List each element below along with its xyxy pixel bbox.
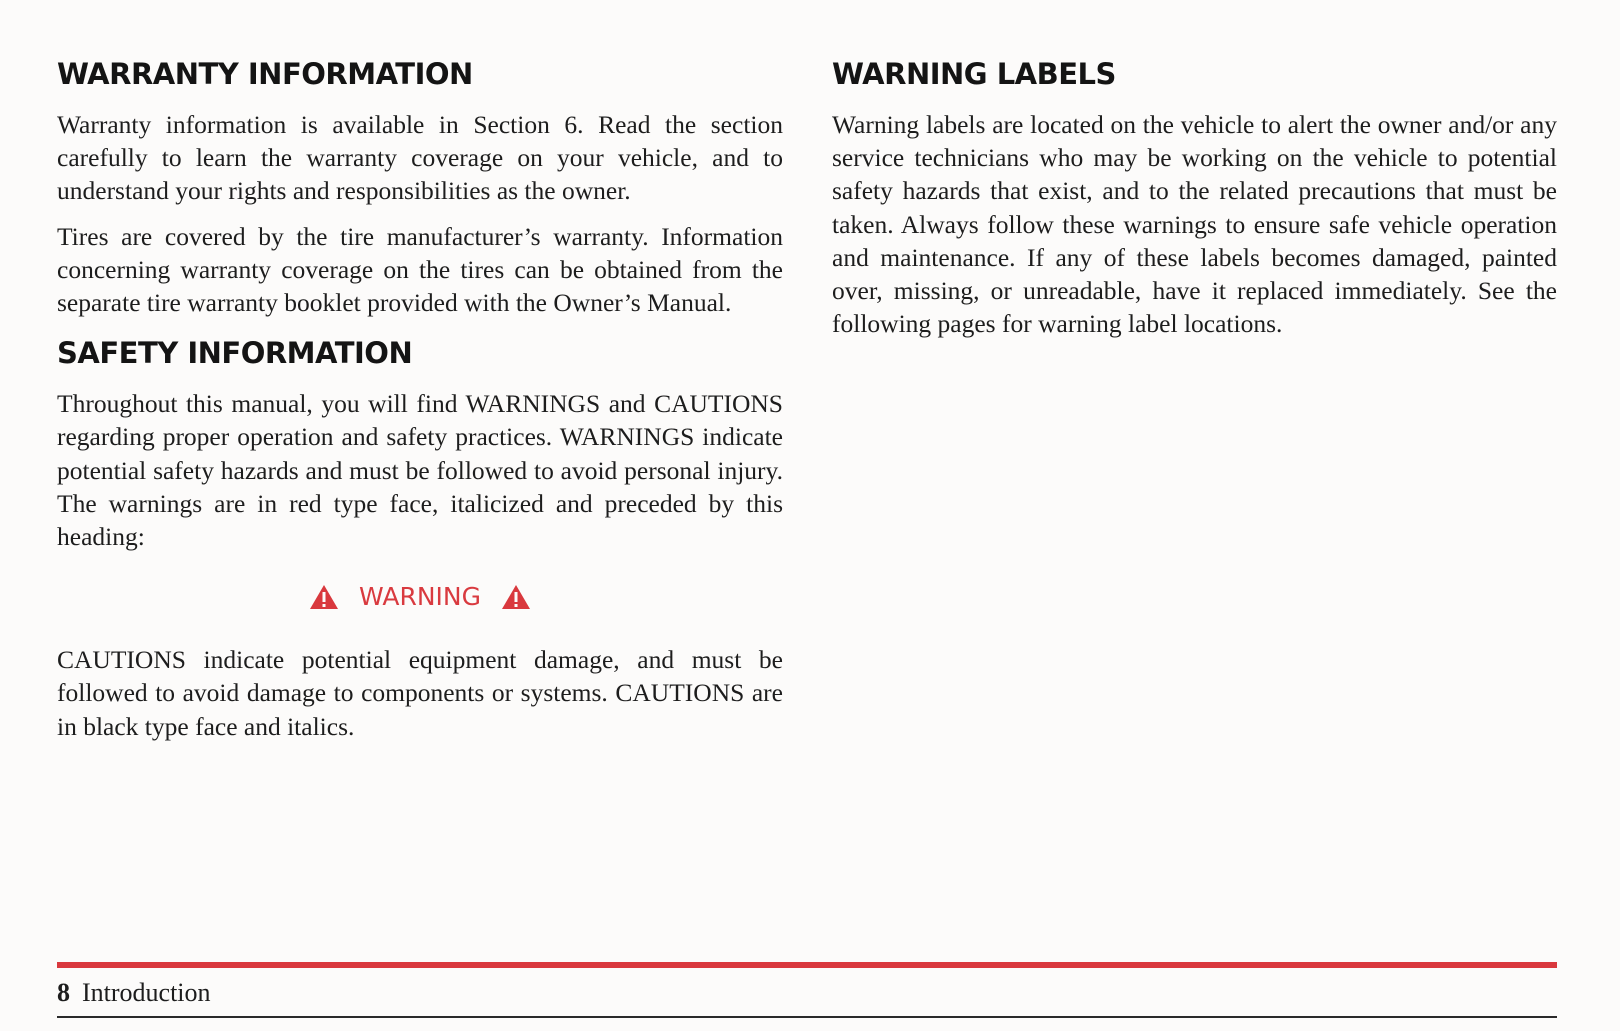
warning-heading-sample: [57, 577, 783, 617]
warning-labels-heading: WARNING LABELS: [832, 57, 1116, 91]
safety-heading: SAFETY INFORMATION: [57, 336, 413, 371]
footer: [57, 974, 211, 1012]
warning-label: WARNING: [359, 582, 481, 612]
warranty-paragraph-1: Warranty information is available in Section 6. Read the section carefully to learn the warranty coverage on your vehicle, and to understand your rights and responsibilities as the owner.: [57, 110, 783, 206]
safety-paragraph-1: Throughout this manual, you will find WARNINGS and CAUTIONS regarding proper operation and safety practices. WARNINGS indicate potential safety hazards and must be followed to avoid personal injury. The warnings are in red type face, italicized and preceded by this heading:: [57, 389, 783, 552]
page-number: 8: [57, 978, 70, 1007]
warning-triangle-icon: [501, 584, 531, 610]
warning-labels-paragraph: Warning labels are located on the vehicle to alert the owner and/or any service technicians who may be working on the vehicle to potential safety hazards that exist, and to the related precautions that must be taken. Always follow these warnings to ensure safe vehicle operation and maintenance. If any of these labels becomes damaged, painted over, missing, or unreadable, have it replaced immediately. See the following pages for warning label locations.: [832, 110, 1557, 339]
warranty-heading: WARRANTY INFORMATION: [57, 57, 473, 91]
section-name: Introduction: [82, 978, 211, 1007]
footer-black-rule: [57, 1016, 1557, 1018]
warning-triangle-icon: [309, 584, 339, 610]
right-column: [832, 54, 1557, 352]
warranty-paragraph-2: Tires are covered by the tire manufacturer’s warranty. Information concerning warranty coverage on the tires can be obtained from the separate tire warranty booklet provided with the Owner’s Manual.: [57, 221, 783, 318]
cautions-paragraph: CAUTIONS indicate potential equipment damage, and must be followed to avoid damage to components or systems. CAUTIONS are in black type face and italics.: [57, 645, 783, 741]
footer-red-rule: [57, 962, 1557, 968]
left-column: [57, 54, 783, 755]
